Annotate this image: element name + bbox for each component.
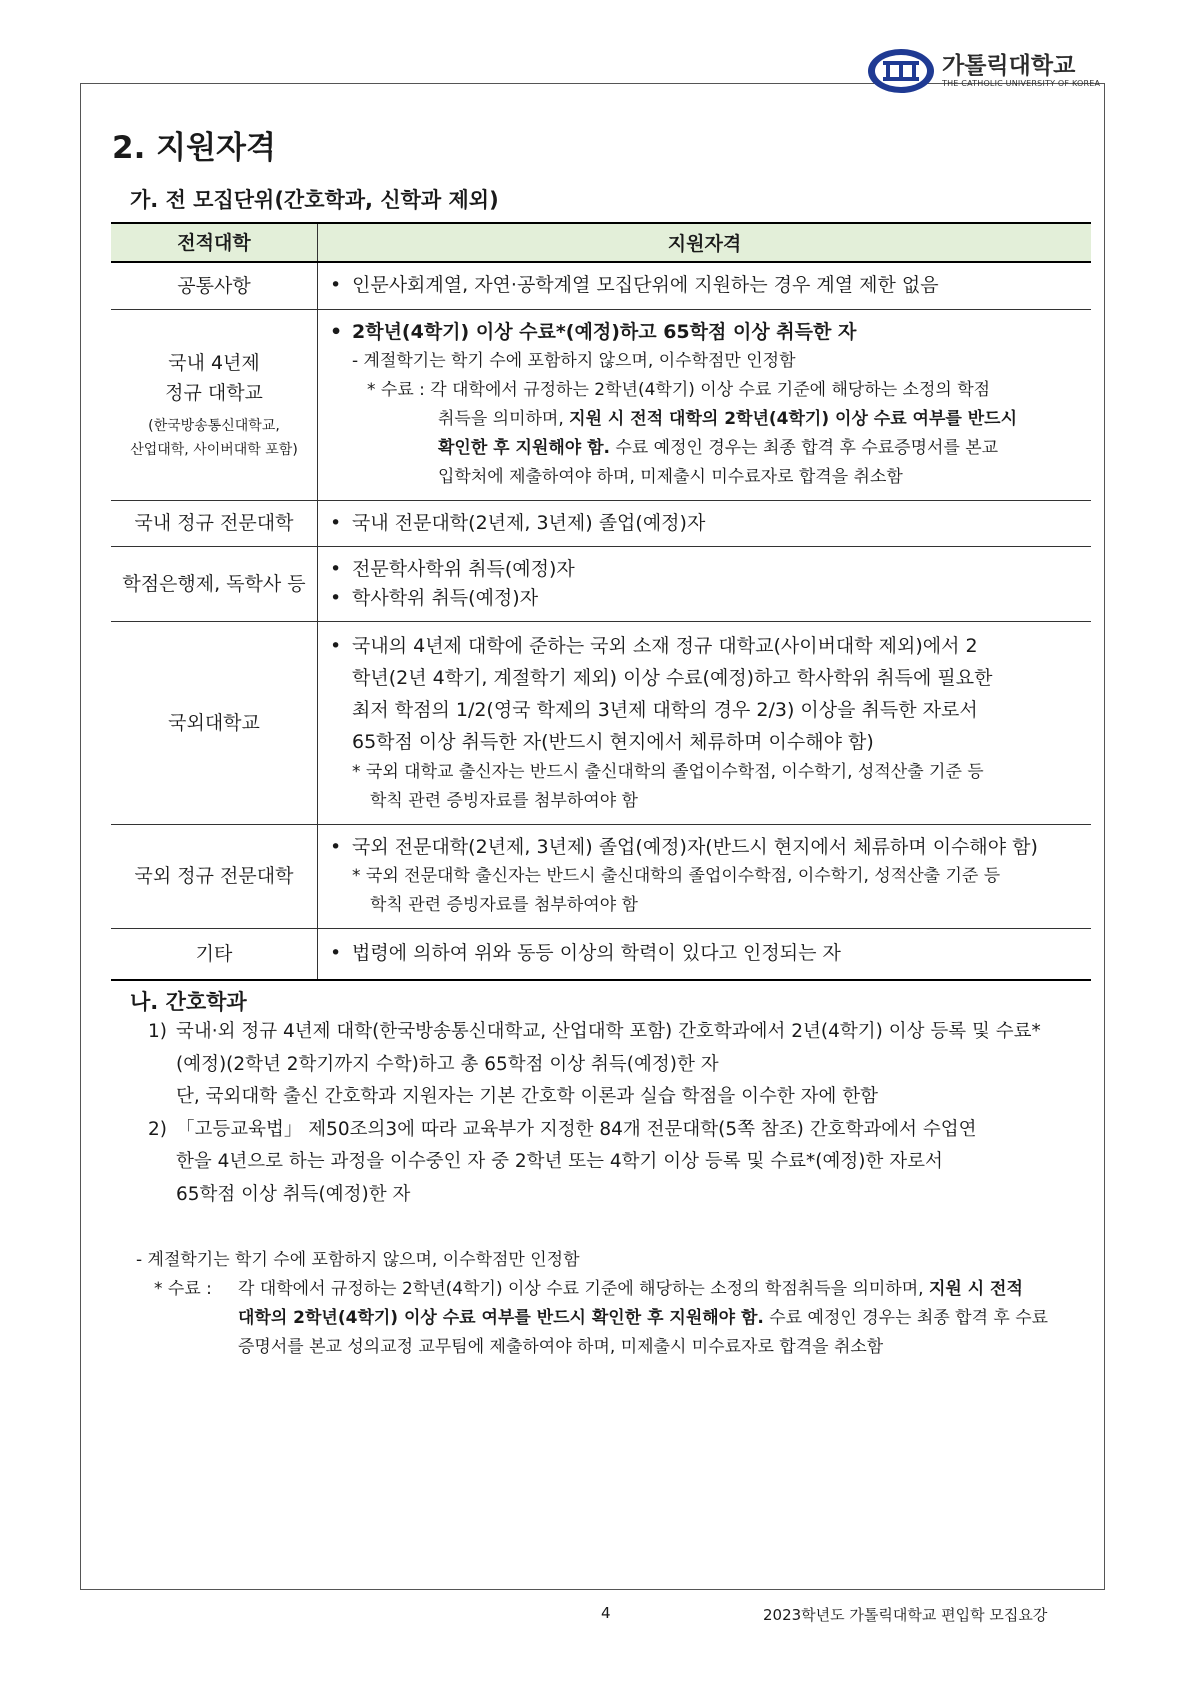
row-footnote: 학칙 관련 증빙자료를 첨부하여야 함 <box>370 790 638 811</box>
row-text: 국외 전문대학(2년제, 3년제) 졸업(예정)자(반드시 현지에서 체류하며 이수해야 함) <box>352 835 1038 858</box>
table-row <box>111 309 1091 500</box>
footnote-label: * 수료 : <box>154 1279 212 1299</box>
table-row <box>111 621 1091 824</box>
logo-korean-name: 가톨릭대학교 <box>942 53 1076 79</box>
row-text: 인문사회계열, 자연·공학계열 모집단위에 지원하는 경우 계열 제한 없음 <box>352 274 939 297</box>
row-footnote: * 국외 전문대학 출신자는 반드시 출신대학의 졸업이수학점, 이수학기, 성적산출 기준 등 <box>352 865 1001 886</box>
row-label: 국내 정규 전문대학 <box>111 500 318 546</box>
row-text: 최저 학점의 1/2(영국 학제의 3년제 대학의 경우 2/3) 이상을 취득한 자로서 <box>352 698 978 721</box>
row-dash-note: - 계절학기는 학기 수에 포함하지 않으며, 이수학점만 인정함 <box>352 350 796 371</box>
bullet-icon: • <box>330 511 342 534</box>
row-text: 학사학위 취득(예정)자 <box>352 586 539 609</box>
row-label: 기타 <box>111 928 318 980</box>
bullet-icon: • <box>330 274 342 297</box>
list-text: 「고등교육법」 제50조의3에 따라 교육부가 지정한 84개 전문대학(5쪽 참조) 간호학과에서 수업연 <box>176 1118 977 1140</box>
row-text: 65학점 이상 취득한 자(반드시 현지에서 체류하며 이수해야 함) <box>352 730 874 753</box>
bullet-icon: • <box>330 586 342 609</box>
bullet-icon: • <box>330 557 342 580</box>
row-text: 국내의 4년제 대학에 준하는 국외 소재 정규 대학교(사이버대학 제외)에서 2 <box>352 634 978 657</box>
row-text: 전문학사학위 취득(예정)자 <box>352 557 575 580</box>
table-header-row <box>111 223 1091 262</box>
row-text: 2학년(4학기) 이상 수료*(예정)하고 65학점 이상 취득한 자 <box>352 320 857 343</box>
list-item <box>148 1016 1092 1114</box>
row-footnote: * 수료 : 각 대학에서 규정하는 2학년(4학기) 이상 수료 기준에 해당하는 소정의 학점 <box>367 379 991 400</box>
row-label: 정규 대학교 <box>165 381 263 404</box>
footnote-block <box>136 1246 1092 1362</box>
nursing-requirements <box>148 1016 1092 1211</box>
footnote-text: 수료 예정인 경우는 최종 합격 후 수료 <box>763 1308 1049 1328</box>
row-label: 국내 4년제 <box>168 351 260 374</box>
row-label: 국외 정규 전문대학 <box>111 824 318 928</box>
university-logo <box>866 46 1100 96</box>
document-title: 2023학년도 가톨릭대학교 편입학 모집요강 <box>763 1606 1048 1624</box>
table-row <box>111 546 1091 621</box>
row-footnote: * 국외 대학교 출신자는 반드시 출신대학의 졸업이수학점, 이수학기, 성적산출 기준 등 <box>352 761 984 782</box>
row-text: 법령에 의하여 위와 동등 이상의 학력이 있다고 인정되는 자 <box>352 942 841 965</box>
page-number: 4 <box>601 1604 611 1622</box>
eligibility-table <box>111 222 1091 981</box>
list-text: 65학점 이상 취득(예정)한 자 <box>176 1183 411 1205</box>
row-label: 공통사항 <box>111 262 318 309</box>
list-text: 한을 4년으로 하는 과정을 이수중인 자 중 2학년 또는 4학기 이상 등록 및 수료*(예정)한 자로서 <box>176 1151 943 1172</box>
footnote-text: 증명서를 본교 성의교정 교무팀에 제출하여야 하며, 미제출시 미수료자로 합격을 취소함 <box>238 1337 884 1357</box>
row-label-note: (한국방송통신대학교, <box>148 417 280 434</box>
subsection-b-title: 나. 간호학과 <box>130 990 247 1014</box>
section-title: 2. 지원자격 <box>112 130 276 166</box>
row-footnote-emphasis: 확인한 후 지원해야 함. <box>438 437 611 458</box>
bullet-icon: • <box>330 634 342 657</box>
row-label: 국외대학교 <box>111 621 318 824</box>
row-footnote: 수료 예정인 경우는 최종 합격 후 수료증명서를 본교 <box>610 437 999 458</box>
bullet-icon: • <box>330 942 342 965</box>
row-footnote-emphasis: 지원 시 전적 대학의 2학년(4학기) 이상 수료 여부를 반드시 <box>569 408 1017 429</box>
bullet-icon: • <box>330 320 343 343</box>
table-row <box>111 262 1091 309</box>
list-number: 1) <box>148 1021 167 1042</box>
list-text: 단, 국외대학 출신 간호학과 지원자는 기본 간호학 이론과 실습 학점을 이수한 자에 한함 <box>176 1086 878 1107</box>
list-text: (예정)(2학년 2학기까지 수학)하고 총 65학점 이상 취득(예정)한 자 <box>176 1053 719 1075</box>
footnote-emphasis: 대학의 2학년(4학기) 이상 수료 여부를 반드시 확인한 후 지원해야 함. <box>238 1308 764 1328</box>
row-footnote: 입학처에 제출하여야 하며, 미제출시 미수료자로 합격을 취소함 <box>438 466 903 487</box>
row-label: 학점은행제, 독학사 등 <box>111 546 318 621</box>
row-footnote: 취득을 의미하며, <box>438 408 570 429</box>
row-text: 국내 전문대학(2년제, 3년제) 졸업(예정)자 <box>352 511 706 534</box>
logo-english-name: THE CATHOLIC UNIVERSITY OF KOREA <box>942 79 1101 88</box>
subsection-a-title: 가. 전 모집단위(간호학과, 신학과 제외) <box>130 188 499 212</box>
row-label-note: 산업대학, 사이버대학 포함) <box>130 441 298 458</box>
bullet-icon: • <box>330 835 342 858</box>
list-item <box>148 1114 1092 1212</box>
footnote-emphasis: 지원 시 전적 <box>928 1279 1023 1299</box>
table-row <box>111 824 1091 928</box>
footnote-text: 각 대학에서 규정하는 2학년(4학기) 이상 수료 기준에 해당하는 소정의 학점취득을 의미하며, <box>238 1279 929 1299</box>
row-footnote: 학칙 관련 증빙자료를 첨부하여야 함 <box>370 894 638 915</box>
list-number: 2) <box>148 1118 167 1140</box>
header-previous-school: 전적대학 <box>111 223 318 262</box>
table-row <box>111 500 1091 546</box>
university-emblem-icon <box>866 47 936 95</box>
header-eligibility: 지원자격 <box>318 223 1092 262</box>
row-text: 학년(2년 4학기, 계절학기 제외) 이상 수료(예정)하고 학사학위 취득에 필요한 <box>352 666 993 689</box>
footnote-dash: - 계절학기는 학기 수에 포함하지 않으며, 이수학점만 인정함 <box>136 1250 580 1270</box>
list-text: 국내·외 정규 4년제 대학(한국방송통신대학교, 산업대학 포함) 간호학과에서 2년(4학기) 이상 등록 및 수료* <box>176 1021 1041 1042</box>
table-row <box>111 928 1091 980</box>
